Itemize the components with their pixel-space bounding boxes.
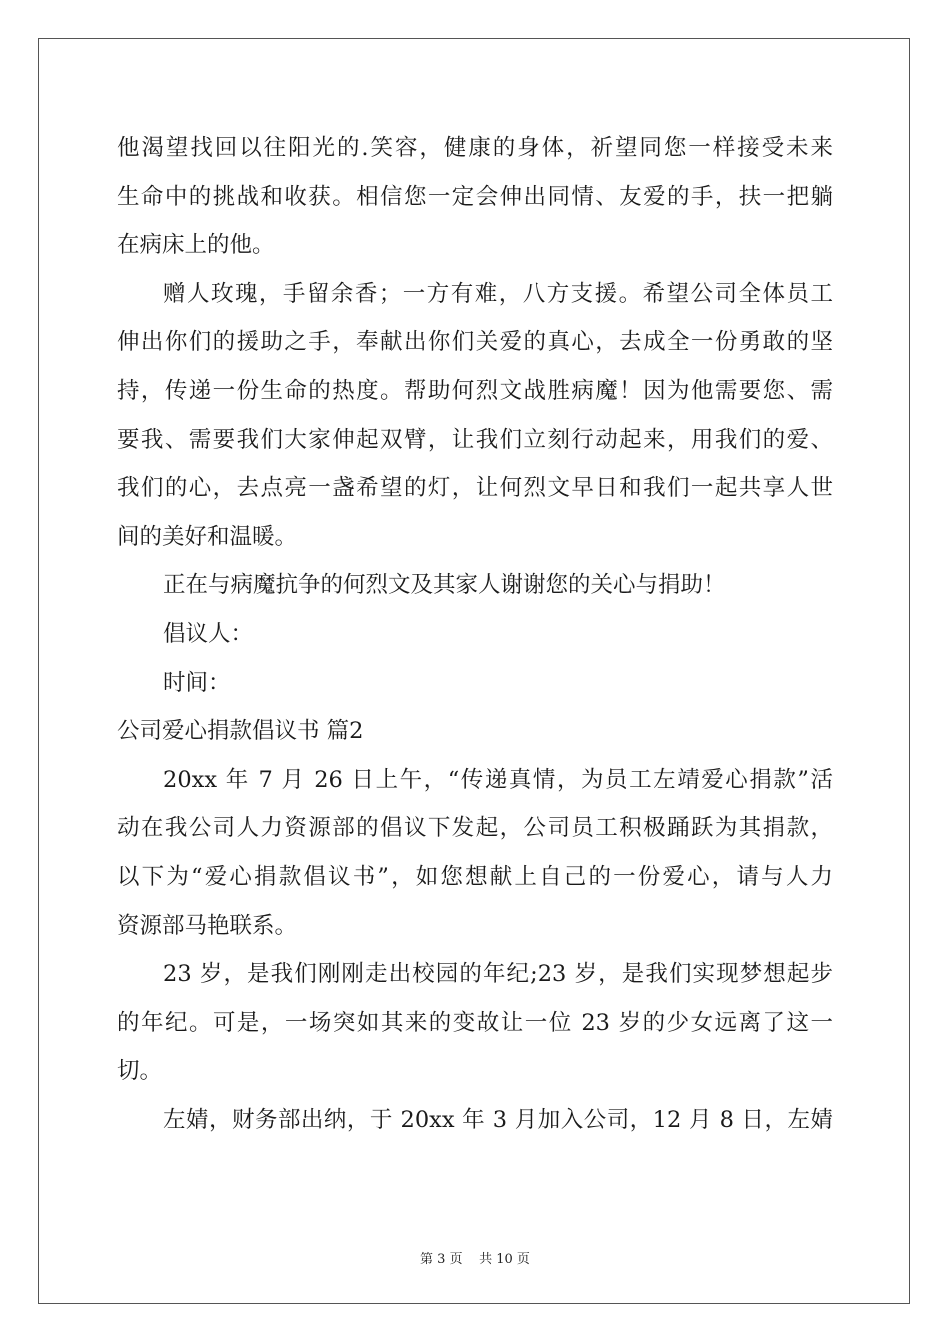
page-number: 第 3 页 [420, 1252, 463, 1267]
text-line: 资源部马艳联系。 [117, 912, 298, 939]
text-line: 切。 [117, 1058, 163, 1085]
text-line: 生命中的挑战和收获。相信您一定会伸出同情、友爱的手，扶一把躺 [117, 183, 833, 210]
text-line: 公司爱心捐款倡议书 篇2 [117, 718, 364, 745]
document-body [117, 124, 833, 1144]
text-line: 左婧，财务部出纳，于 20xx 年 3 月加入公司，12 月 8 日，左婧 [163, 1106, 833, 1133]
text-line: 时间： [163, 669, 231, 696]
text-line: 我们的心，去点亮一盏希望的灯，让何烈文早日和我们一起共享人世 [117, 475, 833, 502]
text-line: 以下为“爱心捐款倡议书”，如您想献上自己的一份爱心，请与人力 [117, 863, 833, 890]
text-line: 倡议人： [163, 620, 254, 647]
text-line: 动在我公司人力资源部的倡议下发起，公司员工积极踊跃为其捐款， [117, 815, 833, 842]
text-line: 间的美好和温暖。 [117, 523, 298, 550]
text-line: 23 岁，是我们刚刚走出校园的年纪;23 岁，是我们实现梦想起步 [163, 961, 833, 988]
text-line: 要我、需要我们大家伸起双臂，让我们立刻行动起来，用我们的爱、 [117, 426, 833, 453]
page-footer [0, 1248, 950, 1267]
text-line: 持，传递一份生命的热度。帮助何烈文战胜病魔！因为他需要您、需 [117, 377, 833, 404]
text-line: 的年纪。可是，一场突如其来的变故让一位 23 岁的少女远离了这一 [117, 1009, 833, 1036]
text-line: 赠人玫瑰，手留余香；一方有难，八方支援。希望公司全体员工 [163, 280, 833, 307]
text-line: 在病床上的他。 [117, 232, 275, 259]
text-line: 他渴望找回以往阳光的.笑容，健康的身体，祈望同您一样接受未来 [117, 135, 833, 161]
text-line: 20xx 年 7 月 26 日上午，“传递真情，为员工左靖爱心捐款”活 [163, 766, 833, 793]
text-line: 正在与病魔抗争的何烈文及其家人谢谢您的关心与捐助！ [163, 572, 726, 599]
page-total: 共 10 页 [479, 1252, 530, 1267]
text-line: 伸出你们的援助之手，奉献出你们关爱的真心，去成全一份勇敢的坚 [117, 329, 833, 356]
